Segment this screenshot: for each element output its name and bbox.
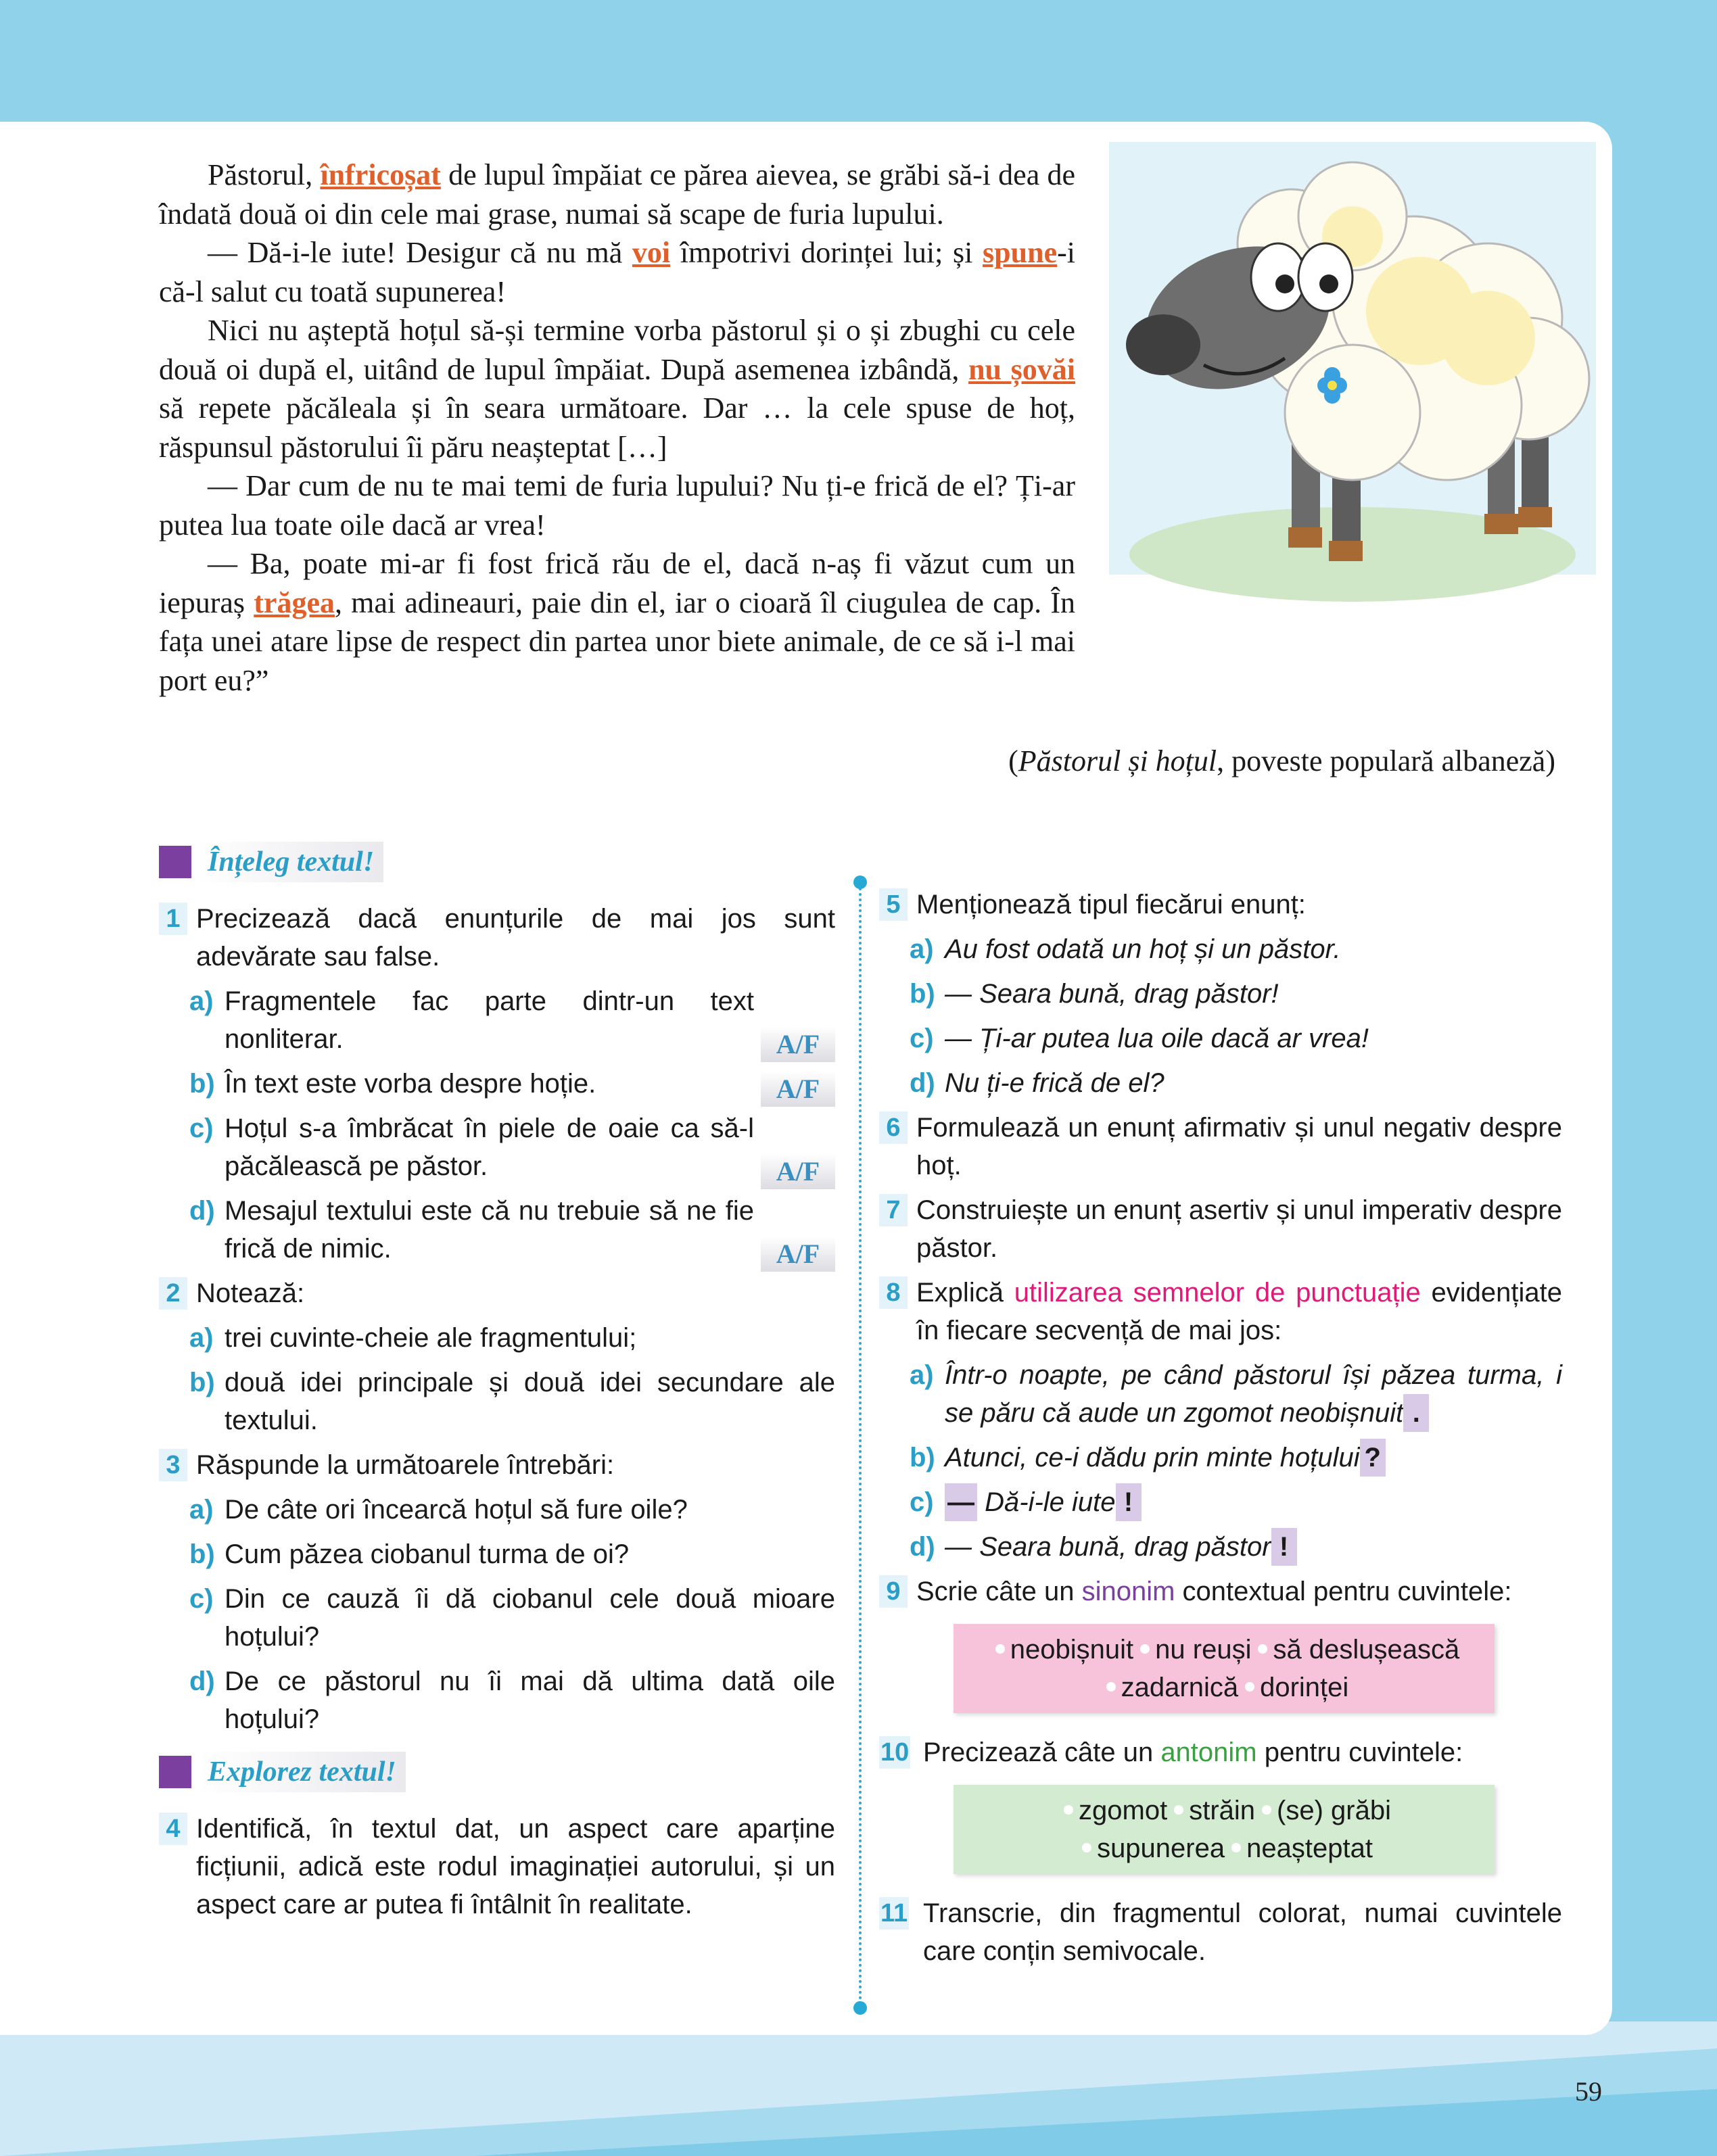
exercise-5-item: a) Au fost odată un hoț și un păstor. — [910, 934, 1341, 964]
exercise-1-item: b) În text este vorba despre hoție. A/F — [189, 1065, 835, 1103]
punctuation-mark: ! — [1116, 1483, 1142, 1521]
exercise-5-item: d) Nu ți-e frică de el? — [910, 1068, 1165, 1098]
highlight-term: antonim — [1160, 1738, 1257, 1767]
bullet-icon — [1245, 1682, 1254, 1692]
bullet-icon — [1106, 1682, 1116, 1692]
story-paragraph: — Dă-i-le iute! Desigur că nu mă voi împotrivi dorinței lui; și spune-i că-l salut cu toată supunerea! — [159, 236, 1075, 308]
section-title: Înțeleg textul! — [198, 842, 383, 882]
section-square-icon — [159, 846, 191, 878]
exercise-3-item: c) Din ce cauză îi dă ciobanul cele două mioare hoțului? — [189, 1584, 835, 1652]
bullet-icon — [1258, 1644, 1267, 1654]
exercise-6 — [879, 1109, 1562, 1184]
exercise-9 — [879, 1573, 1562, 1610]
exercise-number: 2 — [159, 1277, 187, 1310]
highlight-term: sinonim — [1081, 1577, 1175, 1606]
exercise-number: 3 — [159, 1449, 187, 1481]
exercise-4 — [159, 1810, 835, 1923]
exercise-text: Construiește un enunț asertiv și unul imperativ despre păstor. — [916, 1195, 1562, 1263]
exercise-text: Explică utilizarea semnelor de punctuație evidențiate în fiecare secvență de mai jos: — [916, 1278, 1563, 1345]
bullet-icon — [995, 1644, 1005, 1654]
sheep-illustration — [1109, 142, 1596, 615]
highlighted-word: înfricoșat — [320, 158, 441, 191]
exercise-number: 8 — [879, 1276, 908, 1309]
story-paragraph: — Ba, poate mi-ar fi fost frică rău de el, dacă n-aș fi văzut cum un iepuraș trăgea, mai adineauri, paie din el, iar o cioară îl ciugulea de cap. În fața unei atare lipse de respect din partea unor biete animale, de ce să i-l mai port eu?” — [159, 547, 1076, 697]
story-paragraph: Nici nu așteptă hoțul să-și termine vorba păstorul și o și zbughi cu cele două oi după el, uitând de lupul împăiat. După asemenea izbândă, nu șovăi să repete păcăleala și în seara următoare. Dar … la cele spuse de hoț, răspunsul păstorului îi păru neașteptat […] — [159, 314, 1076, 464]
section-square-icon — [159, 1756, 191, 1788]
exercise-1-item: a) Fragmentele fac parte dintr-un text nonliterar. A/F — [189, 982, 835, 1058]
punctuation-mark: ? — [1360, 1439, 1386, 1477]
exercise-number: 6 — [879, 1111, 908, 1144]
story-paragraph: — Dar cum de nu te mai temi de furia lupului? Nu ți-e frică de el? Ți-ar putea lua toate oile dacă ar vrea! — [159, 469, 1075, 542]
true-false-badge: A/F — [761, 1237, 835, 1272]
exercise-2 — [159, 1274, 835, 1312]
true-false-badge: A/F — [761, 1027, 835, 1062]
exercise-1 — [159, 900, 835, 976]
exercise-3-item: a) De câte ori încearcă hoțul să fure oile? — [189, 1495, 688, 1525]
divider-dot — [853, 876, 867, 889]
bottom-band — [0, 2021, 1717, 2156]
exercise-5-item: c) — Ți-ar putea lua oile dacă ar vrea! — [910, 1024, 1369, 1053]
exercise-text: Transcrie, din fragmentul colorat, numai cuvintele care conțin semivocale. — [923, 1898, 1562, 1966]
exercise-text: Menționează tipul fiecărui enunț: — [916, 890, 1306, 919]
bullet-icon — [1262, 1805, 1271, 1815]
exercise-number: 9 — [879, 1575, 908, 1608]
top-band — [0, 0, 1717, 122]
highlight-term: utilizarea semnelor de punctuație — [1014, 1278, 1421, 1308]
bullet-icon — [1231, 1843, 1241, 1852]
exercise-3-item: d) De ce păstorul nu îi mai dă ultima dată oile hoțului? — [189, 1667, 835, 1734]
exercise-text: Identifică, în textul dat, un aspect care aparține ficțiunii, adică este rodul imaginației autorului, și un aspect care ar putea fi întâlnit în realitate. — [196, 1814, 835, 1919]
exercise-8 — [879, 1274, 1562, 1349]
exercises-right — [879, 886, 1562, 1977]
highlighted-word: spune — [983, 236, 1058, 269]
section-understand — [159, 842, 835, 882]
punctuation-mark: . — [1403, 1394, 1429, 1432]
exercises-left — [159, 842, 835, 1930]
bullet-icon — [1140, 1644, 1150, 1654]
antonym-word-box: zgomot străin (se) grăbi supunerea neașteptat — [954, 1785, 1495, 1874]
exercise-text: Răspunde la următoarele întrebări: — [196, 1450, 615, 1480]
exercise-8-item: c) — Dă-i-le iute ! — [910, 1483, 1562, 1521]
exercise-number: 7 — [879, 1194, 908, 1226]
exercise-11 — [879, 1894, 1562, 1970]
story-source: (Păstorul și hoțul, poveste populară albaneză) — [1008, 744, 1555, 777]
section-explore — [159, 1752, 835, 1792]
exercise-10 — [879, 1733, 1562, 1771]
exercise-2-item: b) două idei principale și două idei secundare ale textului. — [189, 1368, 835, 1435]
exercise-8-item: a) Într-o noapte, pe când păstorul își păzea turma, i se păru că aude un zgomot neobișnuit . — [910, 1356, 1562, 1432]
divider-dot — [853, 2001, 867, 2015]
exercise-text: Precizează dacă enunțurile de mai jos sunt adevărate sau false. — [196, 904, 835, 972]
highlighted-word: trăgea — [254, 585, 335, 619]
exercise-number: 11 — [879, 1897, 909, 1930]
punctuation-mark: — — [945, 1483, 977, 1521]
highlighted-word: nu șovăi — [968, 352, 1076, 386]
story-text — [159, 155, 1075, 700]
exercise-8-item: d) — Seara bună, drag păstor ! — [910, 1528, 1562, 1566]
exercise-number: 5 — [879, 888, 908, 921]
exercise-text: Scrie câte un sinonim contextual pentru cuvintele: — [916, 1577, 1512, 1606]
exercise-8-item: b) Atunci, ce-i dădu prin minte hoțului ? — [910, 1439, 1562, 1477]
exercise-number: 4 — [159, 1813, 187, 1845]
column-divider — [859, 882, 862, 2011]
exercise-text: Precizează câte un antonim pentru cuvintele: — [923, 1738, 1463, 1767]
exercise-3-item: b) Cum păzea ciobanul turma de oi? — [189, 1539, 630, 1569]
exercise-2-item: a) trei cuvinte-cheie ale fragmentului; — [189, 1323, 637, 1353]
true-false-badge: A/F — [761, 1072, 835, 1107]
synonym-word-box: neobișnuit nu reuși să deslușească zadarnică dorinței — [954, 1624, 1495, 1713]
exercise-3 — [159, 1446, 835, 1484]
exercise-number: 1 — [159, 903, 187, 935]
section-title: Explorez textul! — [198, 1752, 406, 1792]
exercise-text: Formulează un enunț afirmativ și unul negativ despre hoț. — [916, 1113, 1562, 1180]
exercise-number: 10 — [879, 1736, 910, 1769]
exercise-5-item: b) — Seara bună, drag păstor! — [910, 979, 1279, 1009]
exercise-1-item: c) Hoțul s-a îmbrăcat în piele de oaie ca să-l păcălească pe păstor. A/F — [189, 1109, 835, 1185]
exercise-text: Notează: — [196, 1278, 305, 1308]
bullet-icon — [1064, 1805, 1073, 1815]
source-title: Păstorul și hoțul — [1018, 744, 1217, 777]
page-number: 59 — [1575, 2076, 1602, 2107]
exercise-7 — [879, 1191, 1562, 1267]
exercise-5 — [879, 886, 1562, 924]
true-false-badge: A/F — [761, 1154, 835, 1189]
exercise-1-item: d) Mesajul textului este că nu trebuie să ne fie frică de nimic. A/F — [189, 1192, 835, 1268]
highlighted-word: voi — [632, 236, 671, 269]
story-paragraph: Păstorul, înfricoșat de lupul împăiat ce părea aievea, se grăbi să-i dea de îndată două oi din cele mai grase, numai să scape de furia lupului. — [159, 158, 1075, 231]
bullet-icon — [1174, 1805, 1183, 1815]
bullet-icon — [1082, 1843, 1091, 1852]
punctuation-mark: ! — [1271, 1528, 1297, 1566]
